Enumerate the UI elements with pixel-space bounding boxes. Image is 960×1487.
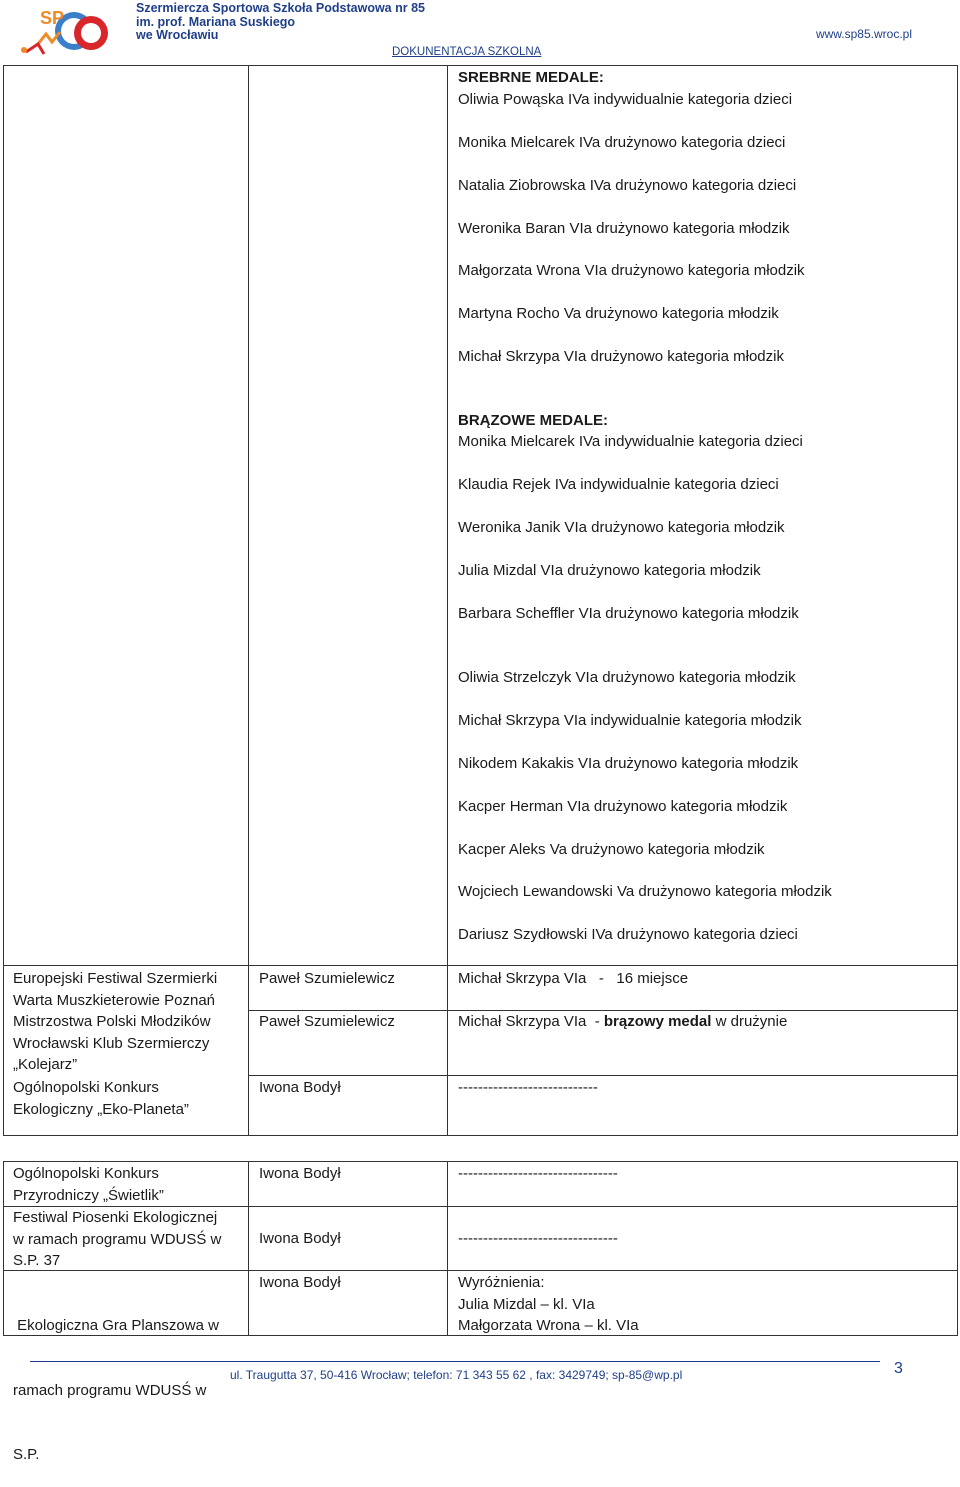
result-text xyxy=(458,1011,787,1033)
event-line: Ekologiczna Gra Planszowa w xyxy=(13,1317,219,1334)
result-line: Julia Mizdal – kl. VIa xyxy=(458,1295,595,1313)
table-border-right xyxy=(957,1161,958,1336)
event-line: Mistrzostwa Polski Młodzików xyxy=(13,1013,211,1030)
event-line: w ramach programu WDUSŚ w xyxy=(13,1230,222,1248)
school-name-line2: im. prof. Mariana Suskiego xyxy=(136,14,296,29)
teacher-name: Iwona Bodył xyxy=(259,1165,341,1182)
teacher-name: Iwona Bodył xyxy=(259,1274,341,1291)
list-item: Michał Skrzypa VIa drużynowo kategoria młodzik xyxy=(458,348,784,365)
table-border-left xyxy=(3,65,4,1136)
event-line: S.P. xyxy=(13,1446,40,1463)
column-divider-2 xyxy=(447,65,448,1136)
event-line: Ekologiczny „Eko-Planeta” xyxy=(13,1100,189,1118)
list-item: Kacper Aleks Va drużynowo kategoria młodzik xyxy=(458,841,765,858)
event-name xyxy=(13,1207,221,1272)
table-border-left xyxy=(3,1161,4,1336)
list-item: Barbara Scheffler VIa drużynowo kategoria młodzik xyxy=(458,605,799,622)
event-name xyxy=(13,1011,211,1076)
row-divider xyxy=(3,965,958,966)
event-name xyxy=(13,1163,164,1206)
table-border-bottom xyxy=(3,1135,958,1136)
event-name xyxy=(13,1272,219,1487)
result-text: -------------------------------- xyxy=(458,1230,618,1247)
page-number: 3 xyxy=(894,1360,903,1377)
table-border-right xyxy=(957,65,958,1136)
event-line: „Kolejarz” xyxy=(13,1056,78,1073)
school-name-line1: Szermiercza Sportowa Szkoła Podstawowa nr 85 xyxy=(136,1,425,15)
list-item: Natalia Ziobrowska IVa drużynowo kategoria dzieci xyxy=(458,177,797,194)
list-item: Klaudia Rejek IVa indywidualnie kategoria dzieci xyxy=(458,476,779,493)
event-line: Ogólnopolski Konkurs xyxy=(13,1079,159,1096)
event-line: Przyrodniczy „Świetlik” xyxy=(13,1186,164,1204)
list-item: Weronika Baran VIa drużynowo kategoria młodzik xyxy=(458,220,790,237)
teacher-name: Iwona Bodył xyxy=(259,1230,341,1247)
silver-medals-title: SREBRNE MEDALE: xyxy=(458,69,604,86)
website-link[interactable]: www.sp85.wroc.pl xyxy=(815,27,912,41)
event-name xyxy=(13,1077,189,1120)
list-item: Oliwia Strzelczyk VIa drużynowo kategoria młodzik xyxy=(458,669,796,686)
result-line: Wyróżnienia: xyxy=(458,1274,545,1291)
event-line: Wrocławski Klub Szermierczy xyxy=(13,1034,210,1052)
event-line: ramach programu WDUSŚ w xyxy=(13,1381,207,1399)
event-line: Festiwal Piosenki Ekologicznej xyxy=(13,1209,218,1226)
list-item: Martyna Rocho Va drużynowo kategoria młodzik xyxy=(458,305,779,322)
result-text: -------------------------------- xyxy=(458,1165,618,1182)
list-item: Michał Skrzypa VIa indywidualnie kategoria młodzik xyxy=(458,712,802,729)
result-text: ---------------------------- xyxy=(458,1079,598,1096)
table-border-top xyxy=(3,1161,958,1162)
svg-text:SP: SP xyxy=(40,8,65,28)
teacher-name: Paweł Szumielewicz xyxy=(259,970,395,987)
result-suffix: w drużynie xyxy=(711,1013,788,1030)
list-item: Monika Mielcarek IVa drużynowo kategoria dzieci xyxy=(458,134,786,151)
list-item: Julia Mizdal VIa drużynowo kategoria młodzik xyxy=(458,562,761,579)
table-border-top xyxy=(3,65,958,66)
list-item: Oliwia Powąska IVa indywidualnie kategoria dzieci xyxy=(458,91,793,108)
column-divider-2 xyxy=(447,1161,448,1336)
school-name-line3: we Wrocławiu xyxy=(136,28,219,42)
teacher-name: Paweł Szumielewicz xyxy=(259,1013,395,1030)
section-link[interactable]: DOKUNENTACJA SZKOLNA xyxy=(392,46,542,58)
list-item: Weronika Janik VIa drużynowo kategoria młodzik xyxy=(458,519,785,536)
event-line: Warta Muszkieterowie Poznań xyxy=(13,991,216,1009)
bronze-medals-title: BRĄZOWE MEDALE: xyxy=(458,412,608,429)
result-text xyxy=(458,1272,639,1337)
result-prefix: Michał Skrzypa VIa - xyxy=(458,1013,604,1030)
row-divider xyxy=(248,1075,958,1076)
footer-divider xyxy=(30,1361,880,1362)
teacher-name: Iwona Bodył xyxy=(259,1079,341,1096)
event-line: Ogólnopolski Konkurs xyxy=(13,1165,159,1182)
result-highlight: brązowy medal xyxy=(603,1013,712,1030)
column-divider-1 xyxy=(248,1161,249,1336)
list-item: Nikodem Kakakis VIa drużynowo kategoria młodzik xyxy=(458,755,799,772)
column-divider-1 xyxy=(248,65,249,1136)
list-item: Wojciech Lewandowski Va drużynowo kategoria młodzik xyxy=(458,883,832,900)
list-item: Kacper Herman VIa drużynowo kategoria młodzik xyxy=(458,798,788,815)
list-item: Monika Mielcarek IVa indywidualnie kategoria dzieci xyxy=(458,433,803,450)
event-line: Europejski Festiwal Szermierki xyxy=(13,970,218,987)
event-name xyxy=(13,968,217,1011)
result-line: Małgorzata Wrona – kl. VIa xyxy=(458,1317,639,1334)
event-line: S.P. 37 xyxy=(13,1252,61,1269)
footer-address: ul. Traugutta 37, 50-416 Wrocław; telefon: 71 343 55 62 , fax: 3429749; sp-85@wp.pl xyxy=(230,1368,683,1382)
list-item: Dariusz Szydłowski IVa drużynowo kategoria dzieci xyxy=(458,926,798,943)
result-text: Michał Skrzypa VIa - 16 miejsce xyxy=(458,970,689,987)
list-item: Małgorzata Wrona VIa drużynowo kategoria młodzik xyxy=(458,262,805,279)
